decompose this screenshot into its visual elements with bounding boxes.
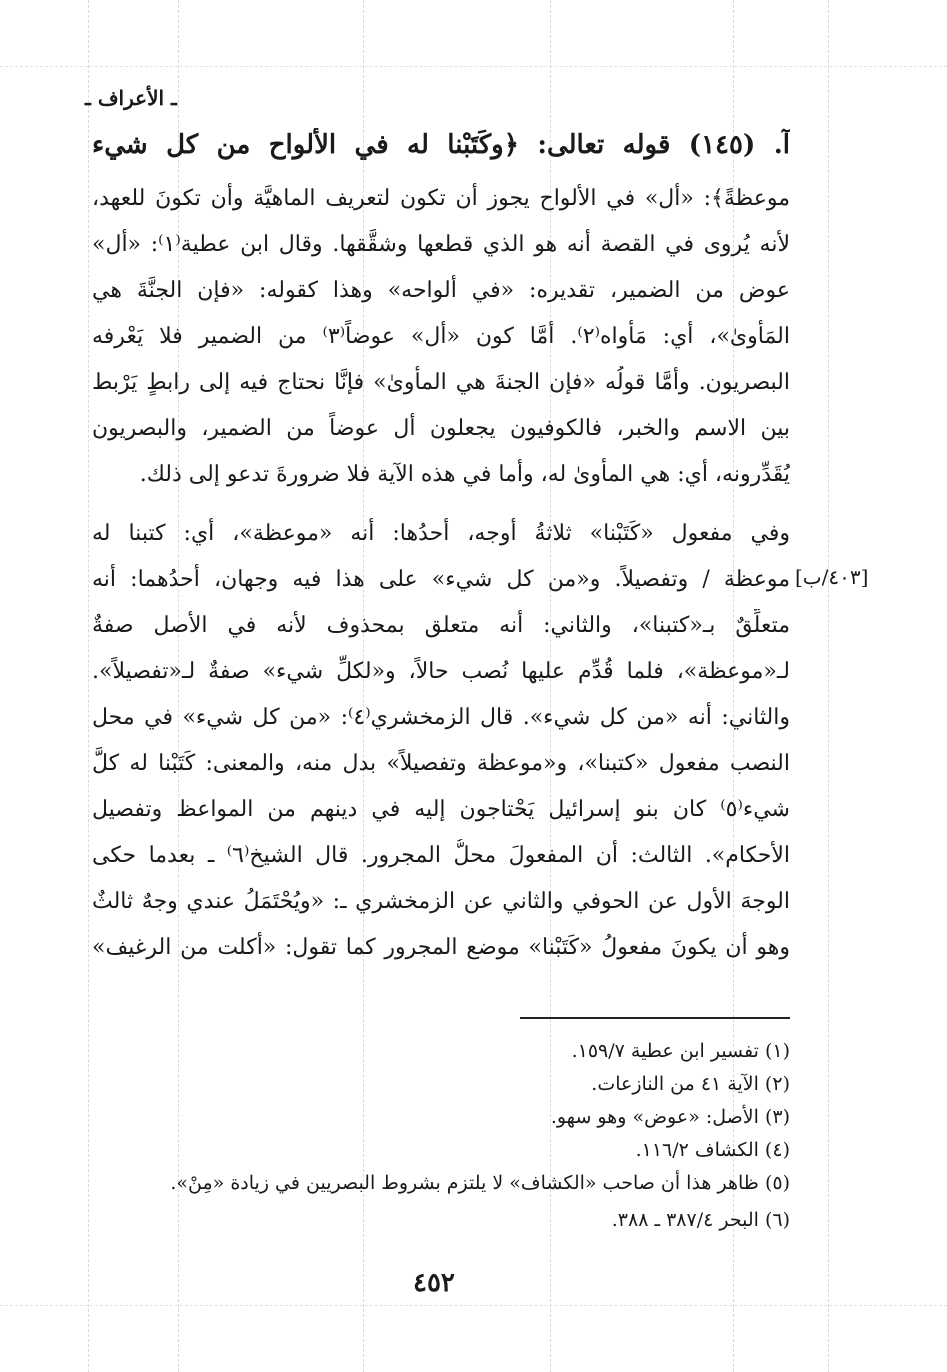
text-line: بين الاسم والخبر، فالكوفيون يجعلون أل عوضاً من الضمير، والبصريون [92,416,790,441]
text-line: آ. (١٤٥) قوله تعالى: ﴿وكَتَبْنا له في الألواح من كل شيء [92,130,790,160]
guide-line [88,0,89,1372]
footnote: (٥) ظاهر هذا أن صاحب «الكشاف» لا يلتزم بشروط البصريين في زيادة «مِنْ». [170,1172,790,1194]
text-line: متعلِّقٌ بـ«كتبنا»، والثاني: أنه متعلق بمحذوف لأنه في الأصل صفةٌ [92,613,790,638]
text-line: لأنه يُروى في القصة أنه هو الذي قطعها وشقَّقها. وقال ابن عطية⁽١⁾: «أل» [92,232,790,257]
footnote: (١) تفسير ابن عطية ١٥٩/٧. [571,1040,790,1062]
footnote: (٢) الآية ٤١ من النازعات. [591,1073,790,1095]
footnote-separator [520,1017,790,1019]
text-line: موعظةً﴾: «أل» في الألواح يجوز أن تكون لتعريف الماهيَّة وأن تكونَ للعهد، [92,186,790,211]
footnote: (٤) الكشاف ١١٦/٢. [635,1139,790,1161]
text-line: والثاني: أنه «من كل شيء». قال الزمخشري⁽٤⁾: «من كل شيء» في محل [92,705,790,730]
folio-margin-note: [٤٠٣/ب] [795,565,869,589]
text-line: البصريون. وأمَّا قولُه «فإن الجنةَ هي المأوىٰ» فإنَّا نحتاج فيه إلى رابطٍ يَرْبط [92,370,790,395]
footnote: (٦) البحر ٣٨٧/٤ ـ ٣٨٨. [611,1209,790,1231]
text-line: الوجهَ الأول عن الحوفي والثاني عن الزمخشري ـ: «ويُحْتَمَلُ عندي وجهٌ ثالثٌ [92,889,790,914]
text-line: المَأْوىٰ»، أي: مَأْواه⁽٢⁾. أمَّا كون «أل» عوضاً⁽٣⁾ من الضمير فلا يَعْرفه [92,324,790,349]
text-line: موعظة / وتفصيلاً. و«من كل شيء» على هذا فيه وجهان، أحدُهما: أنه [92,567,790,592]
guide-line [0,1305,947,1306]
guide-line [0,66,947,67]
text-line: النصب مفعول «كتبنا»، و«موعظة وتفصيلاً» بدل منه، والمعنى: كَتَبْنا له كلَّ [92,751,790,776]
page-number: ٤٥٢ [413,1268,455,1298]
running-head: ـ الأعراف ـ [85,86,177,110]
text-line: وفي مفعول «كَتَبْنا» ثلاثةُ أوجه، أحدُها: أنه «موعظة»، أي: كتبنا له [92,521,790,546]
footnote: (٣) الأصل: «عوض» وهو سهو. [550,1106,790,1128]
text-line: عوض من الضمير، تقديره: «في ألواحه» وهذا كقوله: «فإن الجنَّةَ هي [92,278,790,303]
text-line: لـ«موعظة»، فلما قُدِّم عليها نُصب حالاً، و«لكلِّ شيء» صفةٌ لـ«تفصيلاً». [92,659,790,684]
text-line: وهو أن يكونَ مفعولُ «كَتَبْنا» موضع المجرور كما تقول: «أكلت من الرغيف» [92,935,790,960]
text-line: يُقَدِّرونه، أي: هي المأوىٰ له، وأما في هذه الآية فلا ضرورةَ تدعو إلى ذلك. [139,462,790,487]
text-line: شيء⁽٥⁾ كان بنو إسرائيل يَحْتاجون إليه في دينهم من المواعظ وتفصيل [92,797,790,822]
text-line: الأحكام». الثالث: أن المفعولَ محلُّ المجرور. قال الشيخ⁽٦⁾ ـ بعدما حكى [92,843,790,868]
guide-line [828,0,829,1372]
